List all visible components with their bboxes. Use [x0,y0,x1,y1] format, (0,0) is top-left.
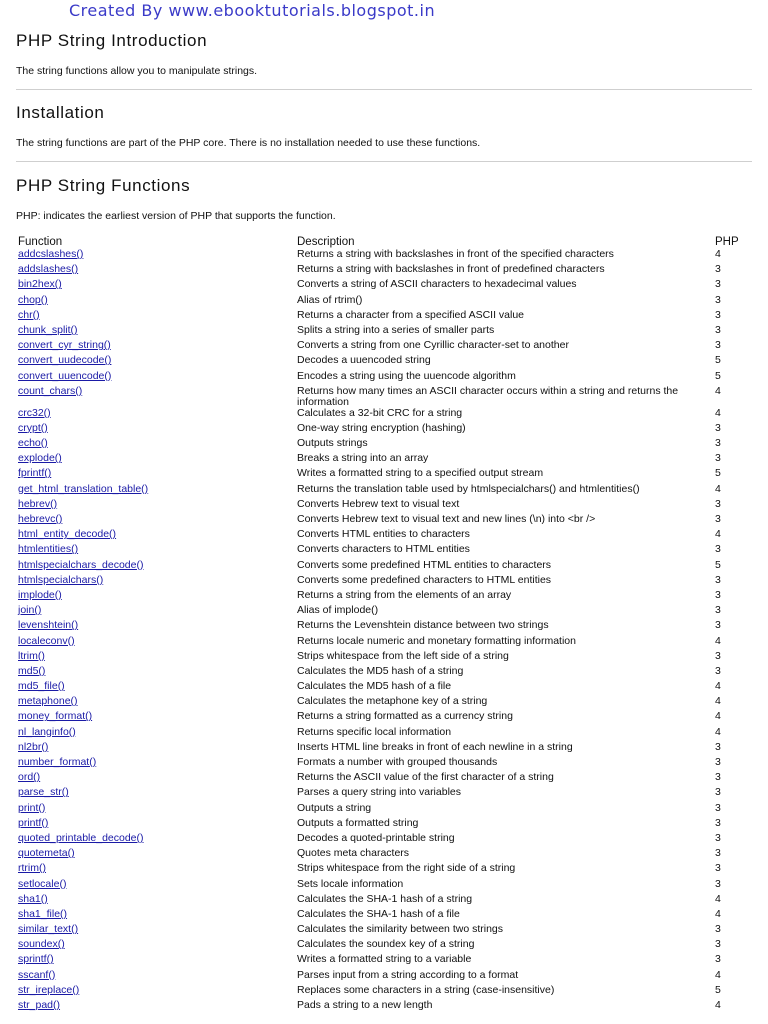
function-link[interactable]: str_pad() [18,999,61,1011]
table-row [16,560,752,575]
php-version-cell: 3 [715,771,721,784]
function-link[interactable]: addslashes() [18,263,79,276]
function-cell [16,666,295,681]
function-cell [16,560,295,575]
description-cell: Encodes a string using the uuencode algorithm [297,369,516,382]
functions-table [16,234,752,1015]
function-link[interactable]: htmlentities() [18,543,79,556]
function-link[interactable]: convert_uudecode() [18,354,112,367]
table-row [16,757,752,772]
php-version-cell: 3 [715,543,721,556]
table-row [16,453,752,468]
function-cell [16,468,295,483]
function-link[interactable]: convert_cyr_string() [18,339,111,352]
table-row [16,711,752,726]
description-cell: Converts some predefined HTML entities to characters [297,558,552,571]
table-row [16,909,752,924]
function-link[interactable]: ord() [18,771,41,784]
php-version-cell: 4 [715,907,721,920]
table-row [16,423,752,438]
description-cell: Parses a query string into variables [297,786,461,799]
intro-heading: PHP String Introduction [16,31,208,50]
table-row [16,970,752,985]
table-row [16,408,752,423]
php-version-cell: 3 [715,452,721,465]
function-cell [16,924,295,939]
function-link[interactable]: fprintf() [18,467,52,480]
function-link[interactable]: sha1() [18,892,48,905]
description-cell: Returns how many times an ASCII character occurs within a string and returns the information [297,384,679,408]
description-cell: Returns a string formatted as a currency string [297,710,513,723]
php-version-cell: 4 [715,710,721,723]
functions-note: PHP: indicates the earliest version of PHP that supports the function. [16,210,336,222]
function-cell [16,484,295,499]
description-cell: Returns the translation table used by htmlspecialchars() and htmlentities() [297,482,640,495]
table-row [16,544,752,559]
php-version-cell: 3 [715,573,721,586]
function-link[interactable]: implode() [18,588,62,601]
table-row [16,939,752,954]
php-version-cell: 3 [715,263,721,276]
divider [16,89,752,90]
function-link[interactable]: quotemeta() [18,847,75,860]
function-link[interactable]: levenshtein() [18,619,79,632]
php-version-cell: 3 [715,308,721,321]
description-cell: Calculates a 32-bit CRC for a string [297,406,463,419]
function-link[interactable]: rtrim() [18,862,46,875]
description-cell: Calculates the metaphone key of a string [297,695,488,708]
function-cell [16,651,295,666]
column-header-description: Description [297,235,355,248]
php-version-cell: 4 [715,695,721,708]
table-row [16,1000,752,1015]
table-row [16,514,752,529]
description-cell: Inserts HTML line breaks in front of each newline in a string [297,740,573,753]
function-cell [16,803,295,818]
function-cell [16,514,295,529]
php-version-cell: 4 [715,634,721,647]
php-version-cell: 4 [715,680,721,693]
table-row [16,468,752,483]
php-version-cell: 3 [715,437,721,450]
function-cell [16,985,295,1000]
installation-heading: Installation [16,103,105,122]
function-link[interactable]: sscanf() [18,968,56,981]
function-cell [16,295,295,310]
function-link[interactable]: html_entity_decode() [18,528,117,541]
function-cell [16,499,295,514]
function-link[interactable]: nl_langinfo() [18,725,76,738]
description-cell: Calculates the similarity between two strings [297,923,504,936]
function-link[interactable]: localeconv() [18,634,75,647]
table-row [16,894,752,909]
functions-heading: PHP String Functions [16,176,191,195]
function-link[interactable]: ltrim() [18,649,45,662]
description-cell: Calculates the MD5 hash of a file [297,680,452,693]
function-link[interactable]: htmlspecialchars_decode() [18,558,144,571]
php-version-cell: 3 [715,497,721,510]
function-cell [16,529,295,544]
php-version-cell: 4 [715,968,721,981]
function-link[interactable]: explode() [18,452,62,465]
function-cell [16,408,295,423]
table-row [16,954,752,969]
function-link[interactable]: sprintf() [18,953,54,966]
function-link[interactable]: hebrevc() [18,513,63,525]
installation-text: The string functions are part of the PHP core. There is no installation needed to use these functions. [16,137,481,149]
function-link[interactable]: hebrev() [18,497,58,510]
php-version-cell: 5 [715,369,721,382]
function-cell [16,620,295,635]
description-cell: Converts characters to HTML entities [297,543,470,556]
php-version-cell: 5 [715,558,721,571]
table-row [16,818,752,833]
php-version-cell: 3 [715,649,721,662]
function-cell [16,386,295,408]
description-cell: Converts Hebrew text to visual text and new lines (\n) into <br /> [297,513,596,525]
table-row [16,696,752,711]
function-link[interactable]: count_chars() [18,384,83,397]
function-cell [16,371,295,386]
table-row [16,742,752,757]
function-link[interactable]: number_format() [18,756,97,768]
function-cell [16,727,295,742]
description-cell: Pads a string to a new length [297,999,433,1011]
table-row [16,605,752,620]
php-version-cell: 5 [715,354,721,367]
php-version-cell: 3 [715,604,721,617]
description-cell: Strips whitespace from the right side of a string [297,862,516,875]
table-row [16,879,752,894]
description-cell: Returns a character from a specified ASCII value [297,308,525,321]
php-version-cell: 3 [715,877,721,890]
table-row [16,310,752,325]
php-version-cell: 3 [715,588,721,601]
function-cell [16,249,295,264]
function-cell [16,453,295,468]
function-cell [16,894,295,909]
function-link[interactable]: get_html_translation_table() [18,482,149,495]
table-row [16,371,752,386]
description-cell: Outputs a formatted string [297,816,419,829]
watermark: Created By www.ebooktutorials.blogspot.in [69,1,436,20]
function-cell [16,833,295,848]
table-row [16,575,752,590]
function-link[interactable]: convert_uuencode() [18,369,112,382]
table-row [16,355,752,370]
php-version-cell: 3 [715,278,721,291]
function-cell [16,909,295,924]
description-cell: Returns specific local information [297,725,452,738]
php-version-cell: 3 [715,513,721,525]
function-cell [16,590,295,605]
php-version-cell: 4 [715,384,721,397]
function-link[interactable]: crc32() [18,406,51,419]
description-cell: Returns the Levenshtein distance between two strings [297,619,549,632]
function-cell [16,438,295,453]
function-cell [16,325,295,340]
description-cell: Returns locale numeric and monetary formatting information [297,634,576,647]
table-row [16,325,752,340]
table-row [16,620,752,635]
php-version-cell: 3 [715,740,721,753]
function-link[interactable]: bin2hex() [18,278,62,291]
table-row [16,651,752,666]
php-version-cell: 4 [715,892,721,905]
php-version-cell: 3 [715,816,721,829]
description-cell: Breaks a string into an array [297,452,429,465]
function-cell [16,544,295,559]
function-cell [16,772,295,787]
description-cell: Splits a string into a series of smaller parts [297,323,495,336]
table-row [16,340,752,355]
function-cell [16,340,295,355]
function-link[interactable]: str_ireplace() [18,983,80,996]
table-row [16,590,752,605]
table-row [16,833,752,848]
function-link[interactable]: htmlspecialchars() [18,573,104,586]
description-cell: Parses input from a string according to a format [297,968,519,981]
function-link[interactable]: sha1_file() [18,907,68,920]
table-row [16,985,752,1000]
php-version-cell: 5 [715,983,721,996]
function-cell [16,279,295,294]
description-cell: Strips whitespace from the left side of a string [297,649,509,662]
description-cell: Returns the ASCII value of the first character of a string [297,771,554,784]
php-version-cell: 3 [715,953,721,966]
function-cell [16,696,295,711]
function-link[interactable]: crypt() [18,421,48,434]
description-cell: Decodes a quoted-printable string [297,831,455,844]
function-cell [16,939,295,954]
table-row [16,666,752,681]
php-version-cell: 4 [715,528,721,541]
description-cell: Converts Hebrew text to visual text [297,497,460,510]
table-row [16,681,752,696]
table-row [16,727,752,742]
php-version-cell: 3 [715,831,721,844]
table-row [16,438,752,453]
table-row [16,386,752,408]
description-cell: Returns a string from the elements of an array [297,588,512,601]
function-cell [16,863,295,878]
php-version-cell: 4 [715,482,721,495]
table-header-row [16,234,752,249]
description-cell: Sets locale information [297,877,404,890]
function-cell [16,310,295,325]
function-cell [16,879,295,894]
table-row [16,636,752,651]
function-link[interactable]: print() [18,801,46,814]
function-link[interactable]: addcslashes() [18,248,84,260]
description-cell: Returns a string with backslashes in front of the specified characters [297,248,614,260]
function-link[interactable]: parse_str() [18,786,69,799]
php-version-cell: 3 [715,786,721,799]
table-row [16,848,752,863]
description-cell: Calculates the SHA-1 hash of a string [297,892,473,905]
table-row [16,787,752,802]
function-cell [16,575,295,590]
description-cell: Converts some predefined characters to HTML entities [297,573,552,586]
description-cell: One-way string encryption (hashing) [297,421,466,434]
php-version-cell: 4 [715,725,721,738]
description-cell: Writes a formatted string to a variable [297,953,472,966]
function-cell [16,681,295,696]
php-version-cell: 3 [715,323,721,336]
function-link[interactable]: md5_file() [18,680,65,693]
function-link[interactable]: printf() [18,816,49,829]
function-cell [16,264,295,279]
function-cell [16,954,295,969]
table-row [16,484,752,499]
php-version-cell: 3 [715,293,721,306]
function-cell [16,1000,295,1015]
function-link[interactable]: similar_text() [18,923,79,936]
function-cell [16,355,295,370]
function-link[interactable]: money_format() [18,710,93,723]
php-version-cell: 3 [715,421,721,434]
function-cell [16,970,295,985]
function-link[interactable]: nl2br() [18,740,49,753]
table-row [16,499,752,514]
column-header-php: PHP [715,235,739,248]
php-version-cell: 3 [715,847,721,860]
function-cell [16,818,295,833]
table-row [16,295,752,310]
php-version-cell: 4 [715,248,721,260]
function-cell [16,742,295,757]
php-version-cell: 3 [715,619,721,632]
description-cell: Converts a string of ASCII characters to hexadecimal values [297,278,577,291]
table-row [16,803,752,818]
php-version-cell: 3 [715,801,721,814]
function-link[interactable]: setlocale() [18,877,67,890]
description-cell: Converts a string from one Cyrillic character-set to another [297,339,569,352]
description-cell: Returns a string with backslashes in front of predefined characters [297,263,605,276]
function-cell [16,605,295,620]
description-cell: Calculates the soundex key of a string [297,938,475,951]
description-cell: Alias of implode() [297,604,379,617]
function-cell [16,757,295,772]
description-cell: Replaces some characters in a string (case-insensitive) [297,983,555,996]
function-link[interactable]: md5() [18,664,46,677]
php-version-cell: 4 [715,999,721,1011]
function-link[interactable]: quoted_printable_decode() [18,831,144,844]
description-cell: Outputs strings [297,437,368,450]
function-cell [16,636,295,651]
php-version-cell: 3 [715,862,721,875]
description-cell: Alias of rtrim() [297,293,363,306]
function-link[interactable]: chunk_split() [18,323,78,336]
php-version-cell: 3 [715,938,721,951]
php-version-cell: 5 [715,467,721,480]
description-cell: Quotes meta characters [297,847,410,860]
function-link[interactable]: metaphone() [18,695,78,708]
php-version-cell: 4 [715,406,721,419]
description-cell: Decodes a uuencoded string [297,354,431,367]
php-version-cell: 3 [715,664,721,677]
function-cell [16,787,295,802]
table-row [16,279,752,294]
function-link[interactable]: join() [18,604,42,617]
php-version-cell: 3 [715,756,721,768]
description-cell: Formats a number with grouped thousands [297,756,498,768]
divider [16,161,752,162]
table-row [16,529,752,544]
table-row [16,863,752,878]
function-link[interactable]: echo() [18,437,48,450]
table-row [16,772,752,787]
php-version-cell: 3 [715,339,721,352]
table-row [16,249,752,264]
function-cell [16,423,295,438]
description-cell: Calculates the MD5 hash of a string [297,664,464,677]
table-row [16,264,752,279]
intro-text: The string functions allow you to manipulate strings. [16,65,258,77]
description-cell: Outputs a string [297,801,372,814]
function-link[interactable]: chop() [18,293,48,306]
function-cell [16,848,295,863]
description-cell: Calculates the SHA-1 hash of a file [297,907,460,920]
table-row [16,924,752,939]
description-cell: Writes a formatted string to a specified output stream [297,467,544,480]
function-link[interactable]: chr() [18,308,40,321]
function-cell [16,711,295,726]
description-cell: Converts HTML entities to characters [297,528,470,541]
php-version-cell: 3 [715,923,721,936]
column-header-function: Function [18,235,63,248]
function-link[interactable]: soundex() [18,938,65,951]
